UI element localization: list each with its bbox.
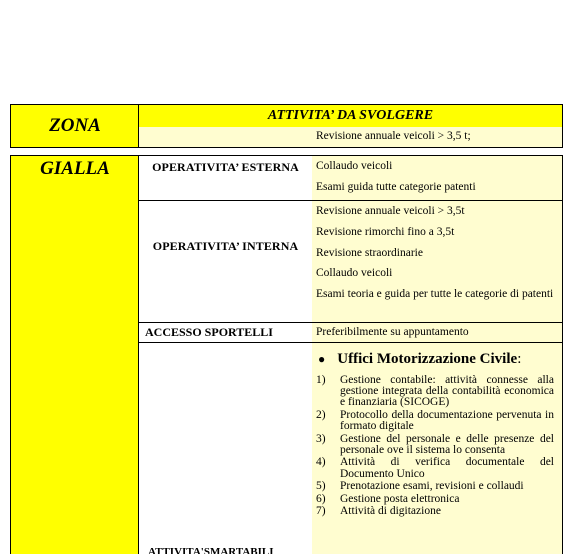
first-row-activity-text: Revisione annuale veicoli > 3,5 t; <box>316 130 471 142</box>
list-item-text: Protocollo della documentazione pervenuta in formato digitale <box>340 408 554 433</box>
list-item <box>316 410 554 432</box>
activities-header-label: ATTIVITA’ DA SVOLGERE <box>267 108 434 123</box>
category-cell-esterna <box>138 155 313 201</box>
list-item <box>316 506 554 517</box>
list-item <box>316 434 554 456</box>
category-label-smartabili: ATTIVITA'SMARTABILI <box>148 546 274 554</box>
list-item <box>316 494 554 505</box>
activity-cell-interna <box>312 200 563 323</box>
list-item-number: 4) <box>316 456 326 469</box>
first-row-activity-cell <box>312 127 563 148</box>
smartabili-bullet-suffix: : <box>517 351 522 367</box>
zona-label: ZONA <box>49 115 101 136</box>
activity-esterna-1: Collaudo veicoli <box>316 160 393 172</box>
first-row-empty-cell <box>138 127 313 148</box>
list-item <box>316 481 554 492</box>
list-item-number: 5) <box>316 480 326 493</box>
list-item-text: Prenotazione esami, revisioni e collaudi <box>340 480 524 493</box>
list-item-number: 3) <box>316 432 326 445</box>
activity-cell-esterna <box>312 155 563 201</box>
list-item-number: 1) <box>316 374 326 386</box>
activities-header-cell <box>138 104 563 128</box>
list-item-number: 2) <box>316 408 326 421</box>
zone-name: GIALLA <box>40 158 110 179</box>
zone-cell <box>10 155 139 554</box>
zona-header-cell <box>10 104 139 148</box>
activity-interna-3: Revisione straordinarie <box>316 247 423 259</box>
smartabili-bullet-title: Uffici Motorizzazione Civile <box>337 351 518 367</box>
activity-interna-4: Collaudo veicoli <box>316 267 393 279</box>
list-item-text: Gestione contabile: attività connesse alla gestione integrata della contabilità economica e finanziaria (SICOGE) <box>340 374 554 409</box>
list-item-text: Gestione posta elettronica <box>340 492 460 505</box>
activity-interna-5: Esami teoria e guida per tutte le categorie di patenti <box>316 288 554 300</box>
activity-sportelli-1: Preferibilmente su appuntamento <box>316 326 469 338</box>
category-cell-interna <box>138 200 313 323</box>
activity-interna-1: Revisione annuale veicoli > 3,5t <box>316 205 465 217</box>
smartabili-list <box>316 375 554 519</box>
category-cell-smartabili <box>138 342 313 554</box>
list-item-text: Gestione del personale e delle presenze del personale ove il sistema lo consenta <box>340 432 554 456</box>
smartabili-bullet-line <box>318 350 521 368</box>
category-label-esterna: OPERATIVITA’ ESTERNA <box>152 159 299 174</box>
bullet-dot-icon: ● <box>318 352 326 366</box>
activity-cell-smartabili <box>312 342 563 554</box>
activity-cell-sportelli <box>312 322 563 343</box>
list-item-number: 6) <box>316 492 326 505</box>
category-label-interna: OPERATIVITA’ INTERNA <box>152 238 299 253</box>
list-item <box>316 375 554 409</box>
category-label-sportelli: ACCESSO SPORTELLI <box>145 325 273 339</box>
list-item <box>316 457 554 479</box>
activity-esterna-2: Esami guida tutte categorie patenti <box>316 181 476 193</box>
list-item-text: Attività di digitazione <box>340 505 441 518</box>
list-item-number: 7) <box>316 505 326 518</box>
activity-interna-2: Revisione rimorchi fino a 3,5t <box>316 226 455 238</box>
list-item-text: Attività di verifica documentale del Documento Unico <box>340 456 554 480</box>
category-cell-sportelli <box>138 322 313 343</box>
